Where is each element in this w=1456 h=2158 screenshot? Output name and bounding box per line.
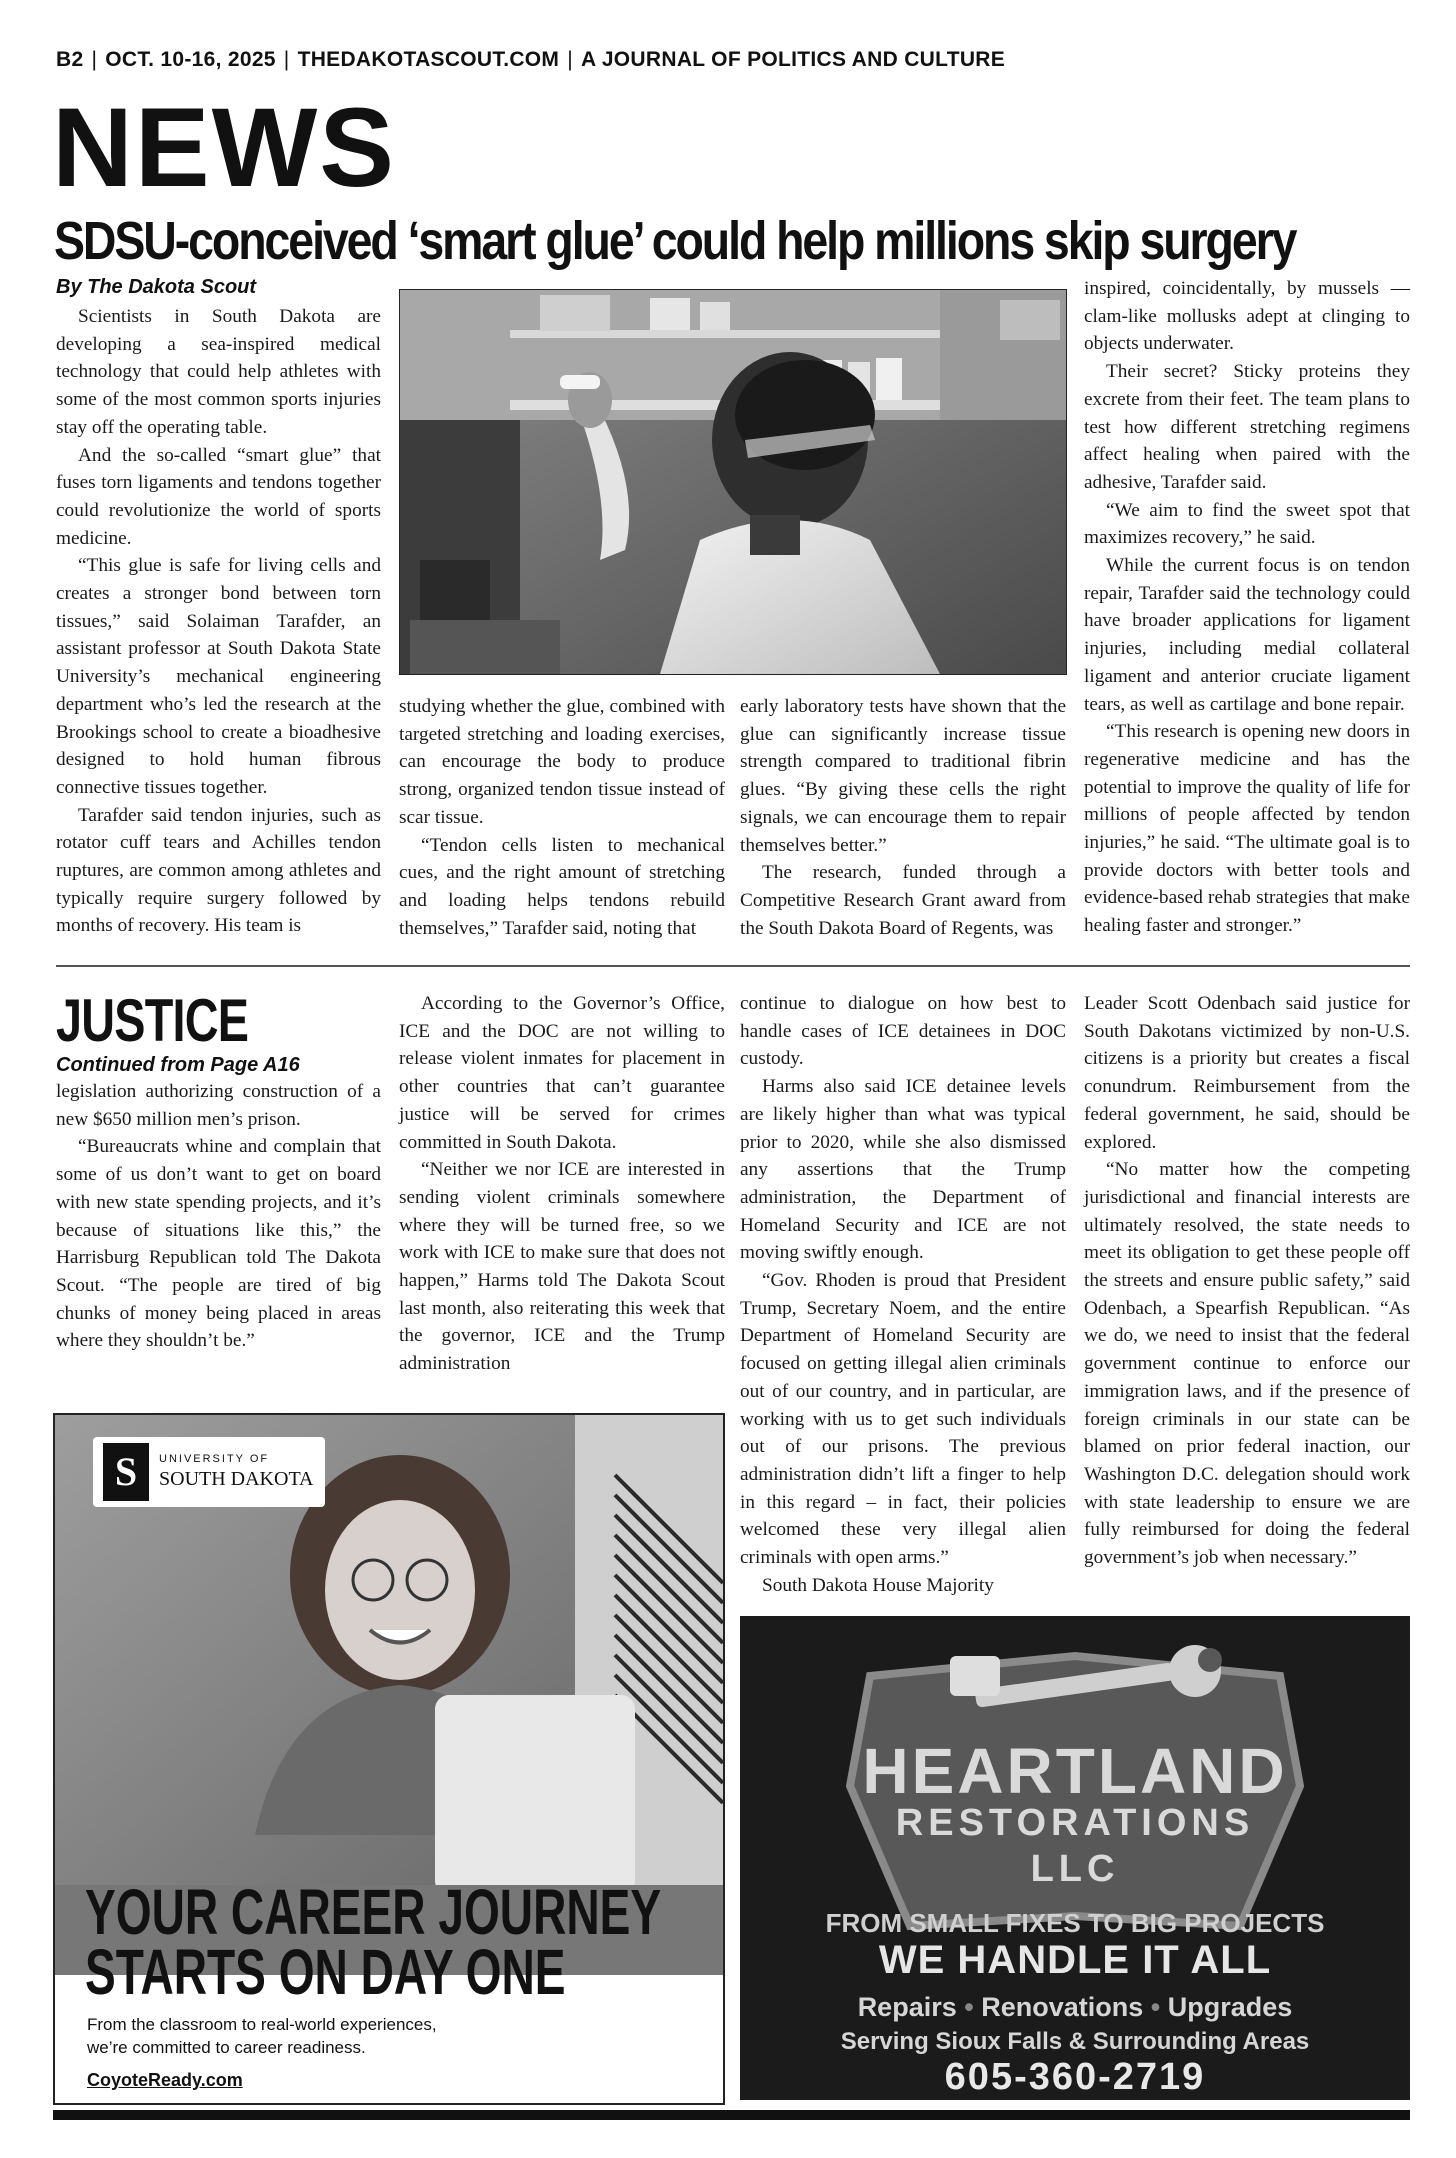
paragraph: “Bureaucrats whine and complain that some of us don’t want to get on board with new state spending projects, and it’s because of situations like this,” the Harrisburg Republican told The Dakota Scout. “The people are tired of big chunks of money being placed in areas where they shouldn’t be.”: [56, 1136, 381, 1352]
services-list: Repairs • Renovations • Upgrades: [857, 1992, 1293, 2022]
heartland-advertisement[interactable]: [740, 1616, 1410, 2100]
paragraph: “No matter how the competing jurisdictional and financial interests are ultimately resolved, the state needs to meet its obligation to get these people off the streets and ensure public safety,” said Odenbach, a Spearfish Republican. “As we do, we need to insist that the federal government continue to enforce our immigration laws, and if the presence of foreign criminals in our state can be blamed on prior federal inaction, our Washington D.C. delegation should work with state leadership to ensure we are fully reimbursed for doing the federal government’s job when necessary.”: [1084, 1159, 1410, 1569]
ad-body-1: From the classroom to real-world experiences,: [87, 2015, 437, 2034]
tagline: A JOURNAL OF POLITICS AND CULTURE: [581, 48, 1006, 71]
paragraph: “Neither we nor ICE are interested in sending violent criminals somewhere where they will be turned free, so we work with ICE to make sure that does not happen,” Harms told The Dakota Scout last month, also reiterating this week that the governor, ICE and the Trump administration: [399, 1159, 725, 1375]
logo-line-2: SOUTH DAKOTA: [159, 1468, 314, 1490]
paragraph: Tarafder said tendon injuries, such as rotator cuff tears and Achilles tendon ruptures, are common among athletes and typically require surgery followed by months of recovery. His team is: [56, 804, 381, 937]
lab-photo: [399, 289, 1067, 675]
ad-url-link[interactable]: CoyoteReady.com: [87, 2070, 243, 2090]
paragraph: According to the Governor’s Office, ICE and the DOC are not willing to release violent inmates for placement in other countries that can’t guarantee justice will be served for crimes committed in South Dakota.: [399, 993, 725, 1153]
bottom-rule: [53, 2110, 1410, 2120]
page-number: B2: [56, 48, 84, 71]
paragraph: “Gov. Rhoden is proud that President Trump, Secretary Noem, and the entire Department of Homeland Security are focused on getting illegal alien criminals out of our country, and in particular, are working with us to get such individuals out of our prisons. The previous administration didn’t lift a finger to help in this regard – in fact, their policies welcomed these very illegal alien criminals with open arms.”: [740, 1270, 1066, 1569]
ad-line-2: WE HANDLE IT ALL: [878, 1938, 1272, 1982]
paragraph: inspired, coincidentally, by mussels — clam-like mollusks adept at clinging to objects underwater.: [1084, 278, 1410, 355]
phone-number[interactable]: 605-360-2719: [944, 2056, 1206, 2098]
company-name-3: LLC: [1030, 1848, 1120, 1890]
folio-line: B2 | OCT. 10-16, 2025 | THEDAKOTASCOUT.COM | A JOURNAL OF POLITICS AND CULTURE: [56, 48, 1006, 71]
paragraph: Their secret? Sticky proteins they excrete from their feet. The team plans to test how different stretching regimens affect healing when paired with the adhesive, Tarafder said.: [1084, 361, 1410, 493]
section-title: NEWS: [52, 85, 396, 210]
article2-column-3: [740, 990, 1066, 1599]
continued-from: Continued from Page A16: [56, 1054, 300, 1076]
article2-column-1: [56, 1078, 381, 1355]
paragraph: South Dakota House Majority: [762, 1574, 994, 1596]
article1-column-2: [399, 693, 725, 942]
service-item: Upgrades: [1167, 1992, 1293, 2022]
logo-line-1: UNIVERSITY OF: [159, 1453, 270, 1465]
usd-advertisement[interactable]: [53, 1413, 725, 2105]
ad-headline-2: STARTS ON DAY ONE: [85, 1936, 566, 2008]
article-headline: SDSU-conceived ‘smart glue’ could help millions skip surgery: [54, 211, 1296, 271]
company-name-1: HEARTLAND: [862, 1735, 1288, 1807]
paragraph: Scientists in South Dakota are developing a sea-inspired medical technology that could help athletes with some of the most common sports injuries stay off the operating table.: [56, 306, 381, 438]
paragraph: And the so-called “smart glue” that fuses torn ligaments and tendons together could revolutionize the world of sports medicine.: [56, 444, 381, 549]
usd-emblem-icon: S: [103, 1443, 149, 1501]
service-item: Renovations: [981, 1992, 1144, 2022]
article1-column-4: [1084, 275, 1410, 940]
paragraph: studying whether the glue, combined with targeted stretching and loading exercises, can encourage the body to produce strong, organized tendon tissue instead of scar tissue.: [399, 696, 725, 828]
paragraph: While the current focus is on tendon repair, Tarafder said the technology could have broader applications for ligament injuries, including medial collateral ligament and anterior cruciate ligament tears, as well as cartilage and bone repair.: [1084, 555, 1410, 715]
paragraph: legislation authorizing construction of a new $650 million men’s prison.: [56, 1081, 381, 1130]
paragraph: The research, funded through a Competitive Research Grant award from the South Dakota Board of Regents, was: [740, 862, 1066, 939]
section-divider: [56, 965, 1410, 967]
paragraph: early laboratory tests have shown that the glue can significantly increase tissue strength compared to traditional fibrin glues. “By giving these cells the right signals, we can encourage them to repair themselves better.”: [740, 696, 1066, 856]
service-area: Serving Sioux Falls & Surrounding Areas: [840, 2028, 1310, 2055]
paragraph: Leader Scott Odenbach said justice for South Dakotans victimized by non-U.S. citizens is a priority but creates a fiscal conundrum. Reimbursement from the federal government, he said, should be explored.: [1084, 993, 1410, 1153]
ad-body-2: we’re committed to career readiness.: [87, 2038, 366, 2057]
paragraph: continue to dialogue on how best to handle cases of ICE detainees in DOC custody.: [740, 993, 1066, 1070]
paragraph: “We aim to find the sweet spot that maximizes recovery,” he said.: [1084, 499, 1410, 549]
paragraph: “This glue is safe for living cells and creates a stronger bond between torn tissues,” said Solaiman Tarafder, an assistant professor at South Dakota State University’s mechanical engineering department who’s led the research at the Brookings school to create a bioadhesive designed to hold human fibrous connective tissues together.: [56, 555, 381, 798]
article2-column-2: [399, 990, 725, 1378]
issue-date: OCT. 10-16, 2025: [105, 48, 276, 71]
paragraph: “This research is opening new doors in regenerative medicine and has the potential to improve the quality of life for millions of people affected by tendon injuries,” he said. “The ultimate goal is to provide doctors with better tools and evidence-based rehab strategies that make healing faster and stronger.”: [1084, 721, 1410, 937]
ad-line-1: FROM SMALL FIXES TO BIG PROJECTS: [825, 1908, 1325, 1938]
article1-column-3: [740, 693, 1066, 942]
ad-headline-1: YOUR CAREER JOURNEY: [85, 1876, 662, 1948]
article2-column-4: [1084, 990, 1410, 1572]
byline: By The Dakota Scout: [56, 276, 257, 298]
justice-title: JUSTICE: [56, 987, 249, 1054]
researcher-photo-illustration: [400, 290, 1066, 674]
paragraph: “Tendon cells listen to mechanical cues, and the right amount of stretching and loading helps tendons rebuild themselves,” Tarafder said, noting that: [399, 834, 725, 939]
service-item: Repairs: [857, 1992, 957, 2022]
article1-column-1: [56, 303, 381, 940]
usd-logo: [93, 1437, 325, 1507]
paragraph: Harms also said ICE detainee levels are likely higher than what was typical prior to 2020, while she also dismissed any assertions that the Trump administration, the Department of Homeland Security and ICE are not moving swiftly enough.: [740, 1076, 1066, 1264]
company-name-2: RESTORATIONS: [895, 1802, 1255, 1844]
site-link[interactable]: THEDAKOTASCOUT.COM: [297, 48, 560, 71]
